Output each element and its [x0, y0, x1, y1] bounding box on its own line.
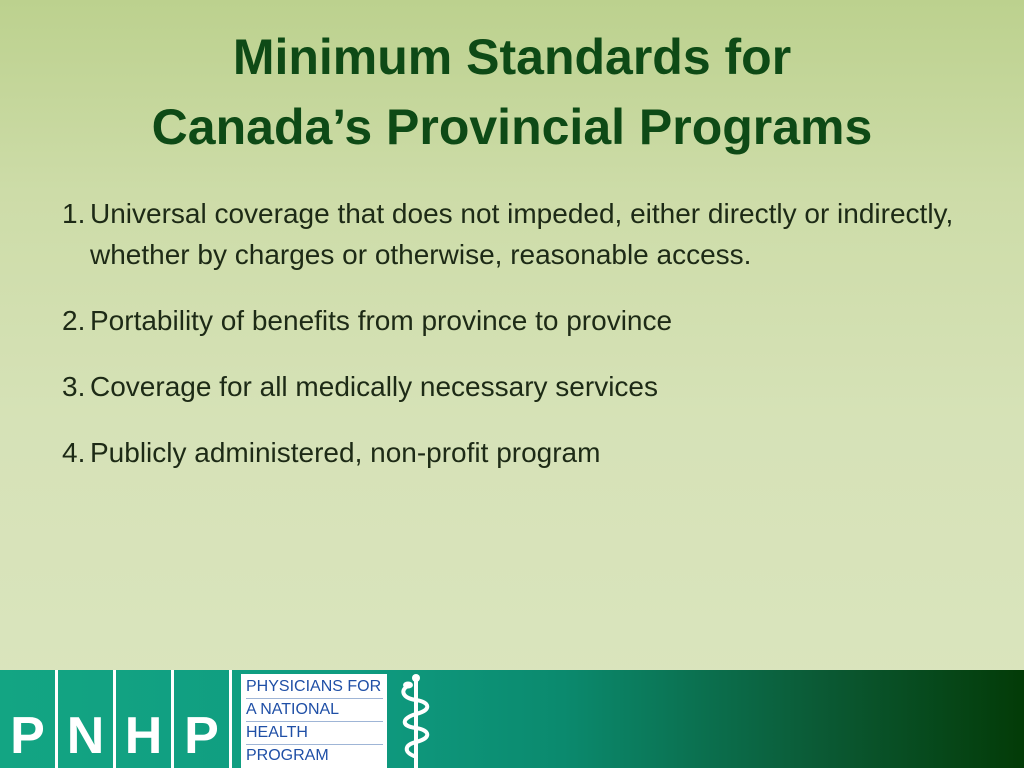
title-line-2: Canada’s Provincial Programs — [151, 99, 873, 155]
list-item — [62, 193, 962, 275]
list-item-number: 2. — [62, 305, 86, 336]
logo-letter-p2: P — [174, 670, 232, 768]
standards-list — [62, 193, 962, 498]
footer-banner — [0, 670, 1024, 768]
list-item — [62, 300, 962, 341]
logo-letter-n: N — [58, 670, 116, 768]
org-name-line-3: HEALTH — [246, 722, 383, 745]
logo-letter-p: P — [0, 670, 58, 768]
list-item-number: 3. — [62, 371, 86, 402]
list-item-text: Universal coverage that does not impeded, either directly or indirectly, whether by charges or otherwise, reasonable access. — [90, 198, 954, 270]
list-item-number: 1. — [62, 198, 86, 229]
list-item — [62, 366, 962, 407]
organization-name-box — [241, 674, 387, 768]
slide-title — [0, 22, 1024, 162]
caduceus-icon — [394, 672, 438, 768]
org-name-line-2: A NATIONAL — [246, 699, 383, 722]
list-item-text: Coverage for all medically necessary services — [90, 371, 658, 402]
pnhp-logo — [0, 670, 232, 768]
title-line-1: Minimum Standards for — [232, 29, 792, 85]
list-item-text: Publicly administered, non-profit program — [90, 437, 601, 468]
list-item-number: 4. — [62, 437, 86, 468]
org-name-line-1: PHYSICIANS FOR — [246, 676, 383, 699]
list-item-text: Portability of benefits from province to province — [90, 305, 673, 336]
logo-letter-h: H — [116, 670, 174, 768]
list-item — [62, 432, 962, 473]
org-name-line-4: PROGRAM — [246, 747, 329, 764]
